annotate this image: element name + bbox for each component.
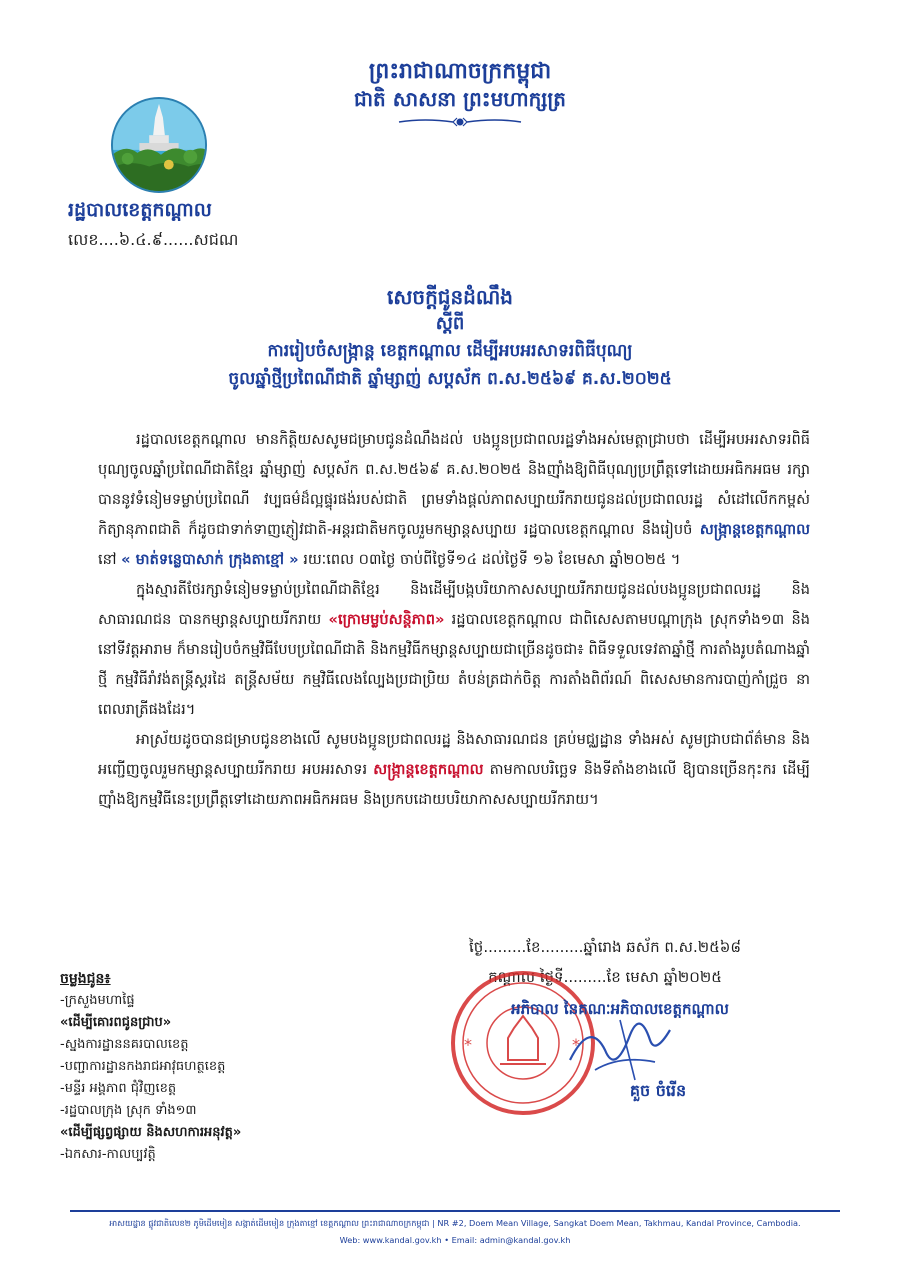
cc-title: ចម្លងជូន៖ [60,971,111,987]
cc-subheading-2: «ដើម្បីផ្សព្វផ្សាយ និងសហការអនុវត្ត» [60,1125,242,1140]
footer-contact: Web: www.kandal.gov.kh • Email: admin@kandal.gov.kh [339,1235,571,1245]
kingdom-name: ព្រះរាជាណាចក្រកម្ពុជា [368,59,552,84]
cc-item: -រដ្ឋបាលក្រុង ស្រុក ទាំង១៣ [60,1103,197,1118]
footer-divider [70,1210,840,1212]
svg-text:*: * [464,1035,472,1054]
paragraph-1-text-b: នៅ [98,551,117,568]
event-name-highlight-2: សង្ក្រាន្តខេត្តកណ្ដាល [373,761,484,778]
paragraph-1-text-c: រយៈពេល ០៣ថ្ងៃ ចាប់ពីថ្ងៃទី១៤ ដល់ថ្ងៃទី ១៦ ខែមេសា ឆ្នាំ២០២៥ ។ [303,551,681,568]
notice-title: សេចក្ដីជូនដំណឹង [387,285,513,309]
copy-distribution [60,968,380,1166]
paragraph-3-text-a: អាស្រ័យដូចបានជម្រាបជូនខាងលើ សូមបងប្អូនប្រជាពលរដ្ឋ និងសាធារណជន គ្រប់មជ្ឈដ្ឋាន ទាំងអស់ សូមជ្រាបជាព័ត៌មាន និងអញ្ជើញចូលរួមកម្សាន្តសប្បាយរីករាយ អបអរសាទរ [98,731,810,778]
cc-item: -ក្រសួងមហាផ្ទៃ [60,993,135,1008]
paragraph-3 [98,725,810,815]
cc-item: -បញ្ជាការដ្ឋានកងរាជអាវុធហត្ថខេត្ត [60,1059,226,1074]
footer-address: អាសយដ្ឋាន ផ្លូវជាតិលេខ២ ភូមិដើមមៀន សង្កាត់ដើមមៀន ក្រុងតាខ្មៅ ខេត្តកណ្ដាល ព្រះរាជាណាចក្រកម្ពុជា | NR #2, Doem Mean Village, Sangkat Doem Mean, Takhmau, Kandal Province, Cambodia. [109,1218,801,1228]
signer-title: អភិបាល នៃគណៈអភិបាលខេត្តកណ្ដាល [511,1000,729,1018]
kingdom-header [300,58,620,128]
ornament-divider-icon [395,116,525,128]
venue-highlight: « មាត់ទន្លេបាសាក់ ក្រុងតាខ្មៅ » [121,551,299,568]
national-motto: ជាតិ សាសនា ព្រះមហាក្សត្រ [354,87,566,111]
signer-name: គួច ចំរើន [629,1081,687,1100]
lunar-date: ថ្ងៃ.........ខែ.........ឆ្នាំរោង ឆស័ក ព.ស.២៥៦៨ [469,938,741,956]
notice-heading [90,283,810,393]
paragraph-1-text-a: រដ្ឋបាលខេត្តកណ្ដាល មានកិត្តិយសសូមជម្រាបជូនដំណឹងដល់ បងប្អូនប្រជាពលរដ្ឋទាំងអស់មេត្តាជ្រាបថា ដើម្បីអបអរសាទរពិធីបុណ្យចូលឆ្នាំប្រពៃណីជាតិខ្មែរ ឆ្នាំម្សាញ់ សប្តស័ក ព.ស.២៥៦៩ គ.ស.២០២៥ និងញ៉ាំងឱ្យពិធីបុណ្យប្រព្រឹត្តទៅដោយអធិកអធម រក្សាបាននូវទំនៀមទម្លាប់ប្រពៃណី វប្បធម៌ដ៏ល្អផ្ទុរផង់របស់ជាតិ ព្រមទាំងផ្ដល់ភាពសប្បាយរីករាយជូនដល់ប្រជាពលរដ្ឋ សំដៅលើកកម្ពស់កិត្យានុភាពជាតិ ក៏ដូចជាទាក់ទាញភ្ញៀវជាតិ-អន្តរជាតិមកចូលរួមកម្សាន្តសប្បាយ រដ្ឋបាលខេត្តកណ្ដាល នឹងរៀបចំ [98,431,810,538]
cc-item: -ស្នងការដ្ឋាននគរបាលខេត្ត [60,1037,189,1052]
notice-body [98,425,810,815]
paragraph-2-text-a: ក្នុងស្មារតីថែរក្សាទំនៀមទម្លាប់ប្រពៃណីជាតិខ្មែរ និងដើម្បីបង្កបរិយាកាសសប្បាយរីករាយជូនដល់បងប្អូនប្រជាពលរដ្ឋ និងសាធារណជន បានកម្សាន្តសប្បាយរីករាយ [98,581,810,628]
cc-subheading-1: «ដើម្បីគោរពជូនជ្រាប» [60,1015,172,1030]
paragraph-1 [98,425,810,575]
cc-item: -មន្ទីរ អង្គភាព ជុំវិញខេត្ត [60,1081,177,1096]
paragraph-2-text-b: រដ្ឋបាលខេត្តកណ្ដាល ជាពិសេសតាមបណ្ដាក្រុង ស្រុកទាំង១៣ និងនៅទីវត្តអារាម ក៏មានរៀបចំកម្មវិធីបែបប្រពៃណីជាតិ និងកម្មវិធីកម្សាន្តសប្បាយជាច្រើនដូចជា៖ ពិធីទទួលទេវតាឆ្នាំថ្មី ការតាំងរូបតំណាងឆ្នាំថ្មី កម្មវិធីរាំវង់តន្ត្រីស្គរដៃ តន្ត្រីសម័យ កម្មវិធីលេងល្បែងប្រជាប្រិយ តំបន់ត្រជាក់ចិត្ត ការតាំងពិព័រណ៍ ពិសេសមានការបាញ់កាំជ្រួច នាពេលរាត្រីផងដែរ។ [98,611,810,718]
reference-number: លេខ....៦.៤.៩......សជណ [68,230,239,249]
svg-text:*: * [572,1035,580,1054]
subject-label: ស្ដីពី [435,313,465,334]
paragraph-2 [98,575,810,725]
subject-line-1: ការរៀបចំសង្ក្រាន្ត ខេត្តកណ្ដាល ដើម្បីអបអរសាទរពិធីបុណ្យ [267,341,633,361]
paragraph-3-text-b: តាមកាលបរិច្ឆេទ និងទីតាំងខាងលើ ឱ្យបានច្រើនកុះករ ដើម្បីញ៉ាំងឱ្យកម្មវិធីនេះប្រព្រឹត្តទៅដោយភាពអធិកអធម និងប្រកបដោយបរិយាកាសសប្បាយរីករាយ។ [98,761,811,808]
subject-line-2: ចូលឆ្នាំថ្មីប្រពៃណីជាតិ ឆ្នាំម្សាញ់ សប្តស័ក ព.ស.២៥៦៩ គ.ស.២០២៥ [228,369,672,389]
footer [70,1217,840,1247]
event-name-highlight: សង្ក្រាន្តខេត្តកណ្ដាល [699,521,810,538]
theme-highlight: «ក្រោមម្លប់សន្តិភាព» [328,611,445,628]
issuer-name: រដ្ឋបាលខេត្តកណ្ដាល [68,199,212,221]
kandal-temple-logo-icon [110,96,208,194]
cc-item: -ឯកសារ-កាលប្បវត្តិ [60,1147,156,1162]
solar-date: កណ្ដាល ថ្ងៃទី.........ខែ មេសា ឆ្នាំ២០២៥ [488,968,722,986]
